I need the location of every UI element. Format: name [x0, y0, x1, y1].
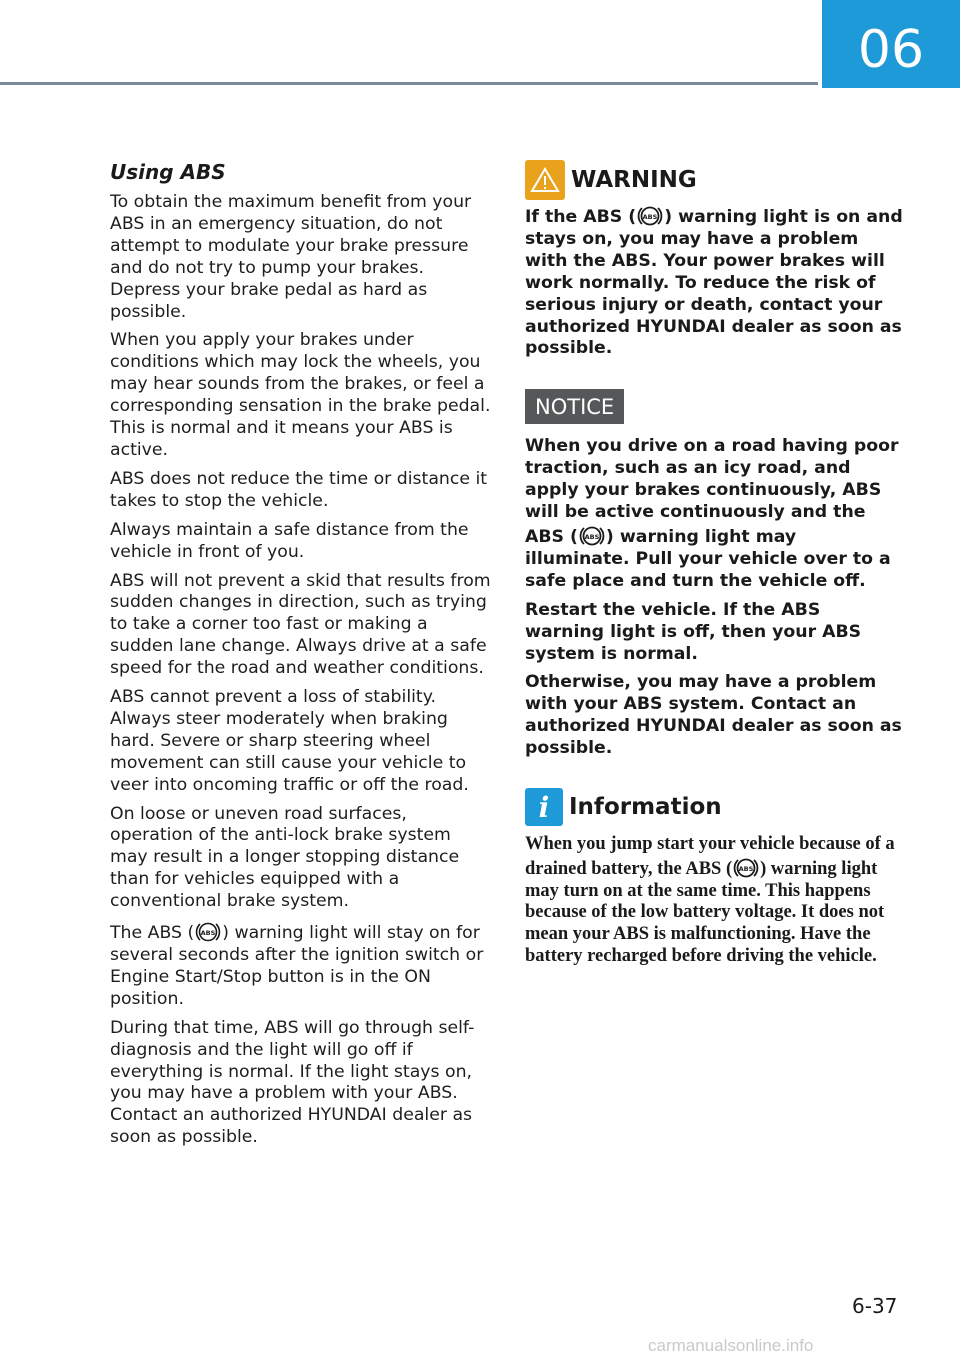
abs-warning-icon — [578, 524, 606, 548]
section-title: Using ABS — [110, 160, 226, 184]
svg-text:ABS: ABS — [738, 864, 754, 873]
paragraph: ABS cannot prevent a loss of stability. Always steer moderately when braking hard. Severe or sharp steering wheel movement can still cause your vehicle to veer into oncoming traffic or off the road. — [110, 687, 469, 795]
abs-warning-icon — [194, 920, 222, 944]
information-title: Information — [569, 794, 722, 821]
right-column — [525, 160, 905, 968]
notice-text: Restart the vehicle. If the ABS warning light is off, then your ABS system is normal. — [525, 599, 862, 664]
chapter-tab — [822, 0, 960, 88]
watermark: carmanualsonline.info — [648, 1336, 814, 1355]
paragraph-abs-light — [110, 920, 492, 1011]
paragraph: When you apply your brakes under conditions which may lock the wheels, you may hear sounds from the brakes, or feel a corresponding sensation in the brake pedal. This is normal and it means your ABS is active. — [110, 330, 491, 460]
paragraph: During that time, ABS will go through self-diagnosis and the light will go off if everything is normal. If the light stays on, you may have a problem with your ABS. Contact an authorized HYUNDAI dealer as soon as possible. — [110, 1017, 475, 1148]
left-column — [110, 160, 492, 1156]
svg-text:ABS: ABS — [584, 532, 600, 541]
warning-header — [525, 160, 905, 200]
abs-warning-icon — [636, 204, 664, 228]
warning-triangle-icon — [525, 160, 565, 200]
info-icon: i — [525, 788, 563, 826]
paragraph: Always maintain a safe distance from the vehicle in front of you. — [110, 519, 469, 562]
text-segment: ) warning light may illuminate. Pull your vehicle over to a safe place and turn the vehicle off. — [525, 526, 891, 591]
chapter-number: 06 — [857, 20, 925, 80]
notice-text — [525, 436, 905, 592]
warning-title: WARNING — [571, 167, 697, 193]
text-segment: When you drive on a road having poor traction, such as an icy road, and apply your brakes continuously, ABS will be active continuously and the ABS ( — [525, 436, 899, 547]
paragraph: ABS will not prevent a skid that results from sudden changes in direction, such as trying to take a corner too fast or making a sudden lane change. Always drive at a safe speed for the road and weather conditions. — [110, 570, 491, 679]
paragraph: ABS does not reduce the time or distance it takes to stop the vehicle. — [110, 468, 488, 511]
notice-label: NOTICE — [525, 389, 624, 424]
text-segment: ) warning light will stay on for several seconds after the ignition switch or Engine Start/Stop button is in the ON position. — [110, 923, 484, 1009]
text-segment: ) warning light is on and stays on, you may have a problem with the ABS. Your power brakes will work normally. To reduce the risk of serious injury or death, contact your authorized HYUNDAI dealer as soon as possible. — [525, 207, 903, 359]
text-segment: When you jump start your vehicle because of a drained battery, the ABS ( — [525, 834, 895, 879]
text-segment: ) warning light may turn on at the same time. This happens because of the low battery voltage. It does not mean your ABS is malfunctioning. Have the battery recharged before driving the vehicle. — [525, 858, 885, 967]
warning-text — [525, 204, 905, 360]
svg-text:ABS: ABS — [642, 213, 658, 221]
page-number: 6-37 — [852, 1294, 898, 1318]
text-segment: The ABS ( — [110, 923, 195, 944]
paragraph: To obtain the maximum benefit from your ABS in an emergency situation, do not attempt to modulate your brake pressure and do not try to pump your brakes. Depress your brake pedal as hard as possible. — [110, 192, 472, 322]
abs-warning-icon — [732, 856, 760, 880]
header-divider — [0, 82, 818, 85]
information-text — [525, 834, 905, 968]
text-segment: If the ABS ( — [525, 207, 637, 227]
paragraph: On loose or uneven road surfaces, operation of the anti-lock brake system may result in a longer stopping distance than for vehicles equipped with a conventional brake system. — [110, 803, 460, 912]
information-header — [525, 788, 905, 826]
svg-text:ABS: ABS — [200, 929, 216, 938]
notice-text: Otherwise, you may have a problem with your ABS system. Contact an authorized HYUNDAI dealer as soon as possible. — [525, 672, 902, 759]
